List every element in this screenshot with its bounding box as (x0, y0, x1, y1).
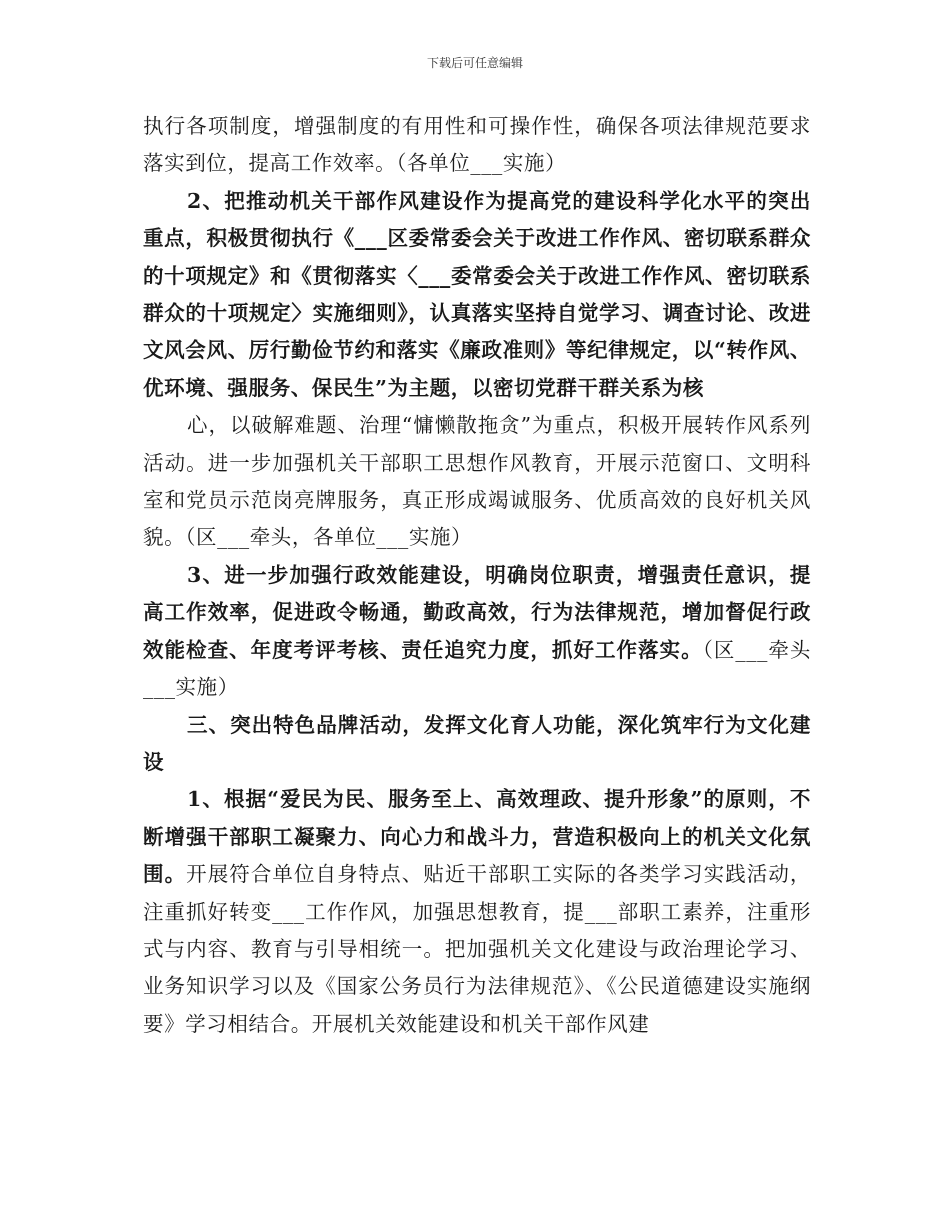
paragraph-6 (143, 781, 811, 1043)
paragraph-1 (143, 108, 811, 183)
section-heading-3-text: 三、突出特色品牌活动，发挥文化育人功能，深化筑牢行为文化建设 (143, 712, 811, 774)
section-heading-3 (143, 707, 811, 782)
document-body (143, 108, 811, 1043)
paragraph-3-text: 心，以破解难题、治理“慵懒散拖贪”为重点，积极开展转作风系列活动。进一步加强机关干部职工思想作风教育，开展示范窗口、文明科室和党员示范岗亮牌服务，真正形成竭诚服务、优质高效的良好机关风貌。（区___牵头，各单位___实施） (143, 413, 811, 550)
paragraph-2 (143, 183, 811, 407)
paragraph-6-tail: 开展符合单位自身特点、贴近干部职工实际的各类学习实践活动，注重抓好转变___工作作风，加强思想教育，提___部职工素养，注重形式与内容、教育与引导相统一。把加强机关文化建设与政治理论学习、业务知识学习以及《国家公务员行为法律规范》、《公民道德建设实施纲要》学习相结合。开展机关效能建设和机关干部作风建 (143, 862, 812, 1036)
paragraph-4-tail: （区___牵头___实施） (143, 637, 812, 700)
paragraph-6-text: 1、根据“爱民为民、服务至上、高效理政、提升形象”的原则，不断增强干部职工凝聚力、向心力和战斗力，营造积极向上的机关文化氛围。 (143, 787, 811, 887)
paragraph-3 (143, 407, 811, 557)
paragraph-1-text: 执行各项制度，增强制度的有用性和可操作性，确保各项法律规范要求落实到位，提高工作效率。（各单位___实施） (143, 114, 811, 176)
paragraph-4-text: 3、进一步加强行政效能建设，明确岗位职责，增强责任意识，提高工作效率，促进政令畅通，勤政高效，行为法律规范，增加督促行政效能检查、年度考评考核、责任追究力度，抓好工作落实。 (143, 562, 811, 662)
page-header: 下载后可任意编辑 (426, 56, 523, 70)
paragraph-2-text: 2、把推动机关干部作风建设作为提高党的建设科学化水平的突出重点，积极贯彻执行《___区委常委会关于改进工作作风、密切联系群众的十项规定》和《贯彻落实〈___委常委会关于改进工作作风、密切联系群众的十项规定〉实施细则》，认真落实坚持自觉学习、调查讨论、改进文风会风、厉行勤俭节约和落实《廉政准则》等纪律规定，以“转作风、优环境、强服务、保民生”为主题，以密切党群干群关系为核 (143, 188, 811, 400)
paragraph-4 (143, 557, 811, 707)
